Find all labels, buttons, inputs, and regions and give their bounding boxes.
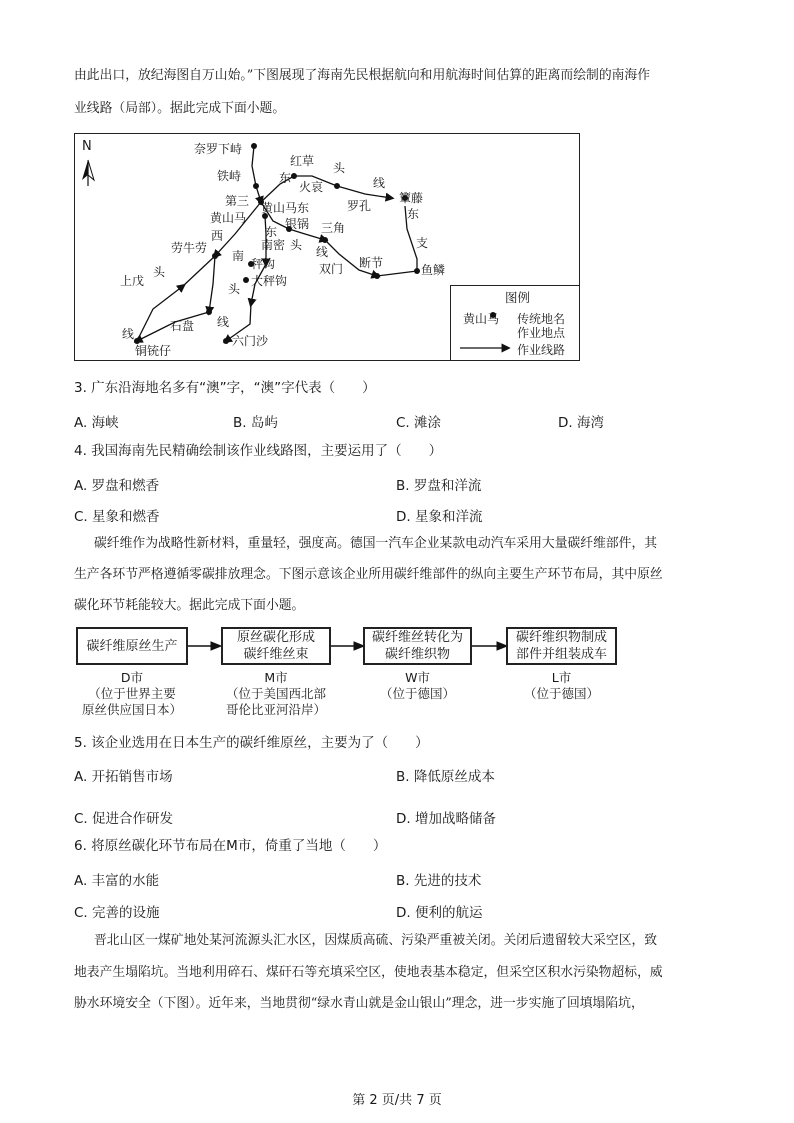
map-label: 秤钩 [251, 257, 276, 271]
flow-step-1-text: 碳纤维原丝生产 [86, 638, 178, 654]
flow-step-4 [506, 627, 617, 665]
route-char: 头 [153, 265, 166, 279]
route-char: 头 [228, 282, 241, 296]
flow-caption-4 [506, 670, 617, 702]
north-label: N [82, 139, 92, 154]
flow-caption-3 [363, 670, 472, 702]
flow-caption-2-line-3: 哥伦比亚河沿岸） [225, 702, 326, 717]
map-label: 黄山马东 [261, 201, 310, 215]
flow-caption-2-line-1: M市 [264, 670, 288, 685]
flow-step-2-line-1: 原丝碳化形成 [236, 630, 315, 645]
para2-line-2: 生产各环节严格遵循零碳排放理念。下图示意该企业所用碳纤维部件的纵向主要生产环节布局，其中原丝 [74, 567, 663, 582]
option-d[interactable]: D. 便利的航运 [396, 905, 483, 921]
option-b[interactable]: B. 降低原丝成本 [396, 769, 495, 785]
option-b[interactable]: B. 先进的技术 [396, 873, 482, 889]
legend-sample-name: 黄山马 [463, 312, 500, 326]
option-c[interactable]: C. 滩涂 [396, 415, 442, 431]
map-label: 簟藤 [399, 191, 424, 205]
map-label: 劳牛劳 [171, 241, 208, 255]
flow-caption-2-line-2: （位于美国西北部 [225, 686, 326, 701]
option-d[interactable]: D. 增加战略储备 [396, 811, 496, 827]
flow-step-4-line-2: 部件并组装成车 [515, 647, 607, 662]
map-label: 红草 [290, 154, 315, 168]
page-footer: 第 2 页/共 7 页 [352, 1093, 442, 1108]
route-char: 支 [416, 236, 429, 250]
map-label: 三角 [321, 221, 346, 235]
route-char: 东 [407, 207, 420, 221]
map-label: 西 [211, 229, 224, 243]
legend-point-label: 作业地点 [517, 326, 566, 340]
map-label: 铜铳仔 [135, 344, 172, 358]
flow-caption-3-line-1: W市 [405, 670, 430, 685]
legend-title: 图例 [505, 290, 531, 305]
option-b[interactable]: B. 罗盘和洋流 [396, 478, 482, 494]
flow-step-3-line-1: 碳纤维丝转化为 [371, 630, 463, 645]
intro-line-1: 由此出口，放纪海图自万山始。”下图展现了海南先民根据航向和用航海时间估算的距离而绘制的南海作 [74, 68, 651, 83]
flow-caption-3-line-2: （位于德国） [379, 686, 455, 701]
question-4-stem: 4. 我国海南先民精确绘制该作业线路图，主要运用了（ ） [74, 443, 443, 459]
flow-caption-4-line-2: （位于德国） [523, 686, 599, 701]
option-b[interactable]: B. 岛屿 [233, 415, 278, 431]
map-label: 石盘 [170, 319, 195, 333]
map-label: 大秤钩 [251, 274, 288, 288]
question-6-stem: 6. 将原丝碳化环节布局在M市，倚重了当地（ ） [74, 838, 387, 854]
question-3-stem: 3. 广东沿海地名多有“澳”字，“澳”字代表（ ） [74, 380, 376, 396]
route-char: 线 [373, 176, 386, 190]
flow-step-1 [76, 627, 188, 665]
flow-caption-1-line-1: D市 [120, 670, 144, 685]
map-label: 上戊 [120, 274, 145, 288]
map-label: 罗孔 [347, 199, 372, 213]
flow-step-2 [221, 627, 331, 665]
para3-line-1: 晋北山区一煤矿地处某河流源头汇水区，因煤质高硫、污染严重被关闭。关闭后遗留较大采空区，致 [94, 933, 658, 948]
route-char: 线 [217, 315, 230, 329]
route-char: 头 [290, 238, 303, 252]
flow-caption-2 [216, 670, 336, 718]
map-label: 六门沙 [232, 334, 269, 348]
flow-caption-1 [76, 670, 188, 718]
route-char: 南 [232, 249, 245, 263]
flow-step-4-line-1: 碳纤维织物制成 [515, 630, 607, 645]
map-label: 鱼鳞 [421, 263, 446, 277]
map-label: 断节 [359, 256, 384, 270]
question-5-stem: 5. 该企业选用在日本生产的碳纤维原丝，主要为了（ ） [74, 735, 429, 751]
map-label: 奈罗下峙 [194, 142, 243, 156]
map-label: 银锅 [285, 217, 310, 231]
option-a[interactable]: A. 海峡 [74, 415, 119, 431]
option-a[interactable]: A. 丰富的水能 [74, 873, 160, 889]
map-label: 第三 [225, 194, 250, 208]
para2-line-1: 碳纤维作为战略性新材料，重量轻，强度高。德国一汽车企业某款电动汽车采用大量碳纤维部件，其 [94, 536, 658, 551]
option-d[interactable]: D. 星象和洋流 [396, 509, 483, 525]
route-char: 东 [265, 225, 278, 239]
map-label: 双门 [319, 262, 344, 276]
option-c[interactable]: C. 完善的设施 [74, 905, 160, 921]
map-label: 黄山马 [210, 211, 247, 225]
flow-caption-4-line-1: L市 [551, 670, 572, 685]
map-label: 火哀 [299, 180, 324, 194]
flow-step-2-line-2: 碳纤维丝束 [243, 647, 309, 662]
para3-line-2: 地表产生塌陷坑。当地利用碎石、煤矸石等充填采空区，使地表基本稳定，但采空区积水污染物超标，威 [74, 965, 663, 980]
route-char: 东 [279, 171, 292, 185]
flow-caption-1-line-3: 原丝供应国日本） [81, 702, 182, 717]
flow-step-3 [363, 627, 472, 665]
option-c[interactable]: C. 星象和燃香 [74, 509, 160, 525]
flow-caption-1-line-2: （位于世界主要 [88, 686, 176, 701]
route-char: 线 [316, 245, 329, 259]
para3-line-3: 胁水环境安全（下图）。近年来，当地贯彻“绿水青山就是金山银山”理念，进一步实施了回填塌陷坑， [74, 996, 644, 1011]
map-label: 铁峙 [217, 169, 242, 183]
intro-line-2: 业线路（局部）。据此完成下面小题。 [74, 101, 286, 116]
flow-step-3-line-2: 碳纤维织物 [384, 647, 450, 662]
para2-line-3: 碳化环节耗能较大。据此完成下面小题。 [74, 598, 305, 613]
map-label: 南密 [261, 238, 286, 252]
legend-route-label: 作业线路 [517, 343, 566, 357]
legend-name-label: 传统地名 [517, 312, 566, 326]
option-c[interactable]: C. 促进合作研发 [74, 811, 174, 827]
option-a[interactable]: A. 罗盘和燃香 [74, 478, 160, 494]
option-d[interactable]: D. 海湾 [558, 415, 604, 431]
option-a[interactable]: A. 开拓销售市场 [74, 769, 173, 785]
route-char: 头 [333, 161, 346, 175]
route-char: 线 [122, 327, 135, 341]
